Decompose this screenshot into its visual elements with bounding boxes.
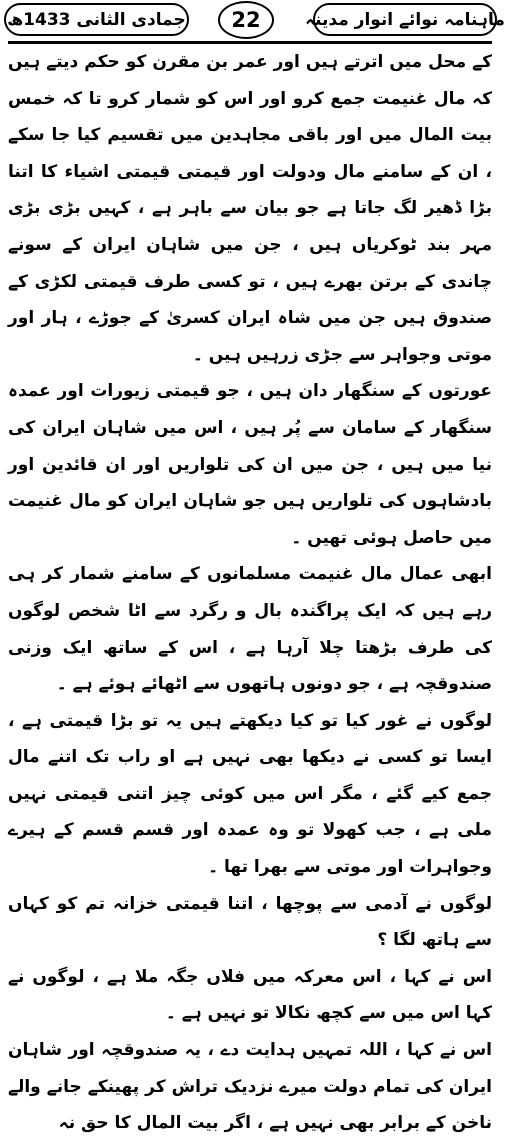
paragraph: عورتوں کے سنگھار دان ہیں ، جو قیمتی زیورات اور عمدہ سنگھار کے سامان سے پُر ہیں ، اس میں شاہان ایران کی نیا میں ہیں ، جن میں ان کی تلواریں اور ان قائدین اور بادشاہوں کی تلواریں ہیں جو شاہان ایران کو مال غنیمت میں حاصل ہوئی تھیں ۔ <box>8 381 492 548</box>
paragraph: ابھی عمال مال غنیمت مسلمانوں کے سامنے شمار کر ہی رہے ہیں کہ ایک پراگندہ بال و رگرد سے اٹا شخص لوگوں کی طرف بڑھتا چلا آرہا ہے ، اس کے ساتھ ایک وزنی صندوقچہ ہے ، جو دونوں ہاتھوں سے اٹھائے ہوئے ہے ۔ <box>8 564 492 695</box>
paragraph: لوگوں نے غور کیا تو کیا دیکھتے ہیں یہ تو بڑا قیمتی ہے ، ایسا تو کسی نے دیکھا بھی نہیں ہے او راب تک اتنے مال جمع کیے گئے ، مگر اس میں کوئی چیز اتنی قیمتی نہیں ملی ہے ، جب کھولا تو وہ عمدہ اور قسم قسم کے ہیرے وجواہرات اور موتی سے بھرا تھا ۔ <box>8 710 492 878</box>
article-body <box>8 44 492 1134</box>
magazine-title-box <box>305 3 505 36</box>
paragraph: اس نے کہا ، اس معرکہ میں فلاں جگہ ملا ہے ، لوگوں نے کہا اس میں سے کچھ نکالا تو نہیں ہے ۔ <box>8 966 492 1024</box>
paragraph: اس نے کہا ، اللہ تمہیں ہدایت دے ، یہ صندوقچہ اور شاہان ایران کی تمام دولت میرے نزدیک تراش کر پھینکے جانے والے ناخن کے برابر بھی نہیں ہے ، اگر بیت المال کا حق نہ <box>8 1040 492 1134</box>
page-header <box>0 0 505 44</box>
issue-date-box <box>4 3 189 36</box>
page-number-oval <box>218 1 274 39</box>
page-number: 22 <box>231 8 261 32</box>
magazine-title: ماہنامہ نوائے انوار مدینہ <box>305 10 505 30</box>
paragraph: کے محل میں اترتے ہیں اور عمر بن مقرن کو حکم دیتے ہیں کہ مال غنیمت جمع کرو اور اس کو شمار کرو تا کہ خمس بیت المال میں اور باقی مجاہدین میں تقسیم کیا جا سکے ، ان کے سامنے مال ودولت اور قیمتی قیمتی اشیاء کا اتنا بڑا ڈھیر لگ جاتا ہے جو بیان سے باہر ہے ، کہیں بڑی بڑی مہر بند ٹوکریاں ہیں ، جن میں شاہان ایران کے سونے چاندی کے برتن بھرے ہیں ، تو کسی طرف قیمتی لکڑی کے صندوق ہیں جن میں شاہ ایران کسریٰ کے جوڑے ، ہار اور موتی وجواہر سے جڑی زرہیں ہیں ۔ <box>8 52 492 365</box>
issue-date: جمادی الثانی 1433ھ <box>7 9 186 30</box>
paragraph: لوگوں نے آدمی سے پوچھا ، اتنا قیمتی خزانہ تم کو کہاں سے ہاتھ لگا ؟ <box>8 893 492 951</box>
